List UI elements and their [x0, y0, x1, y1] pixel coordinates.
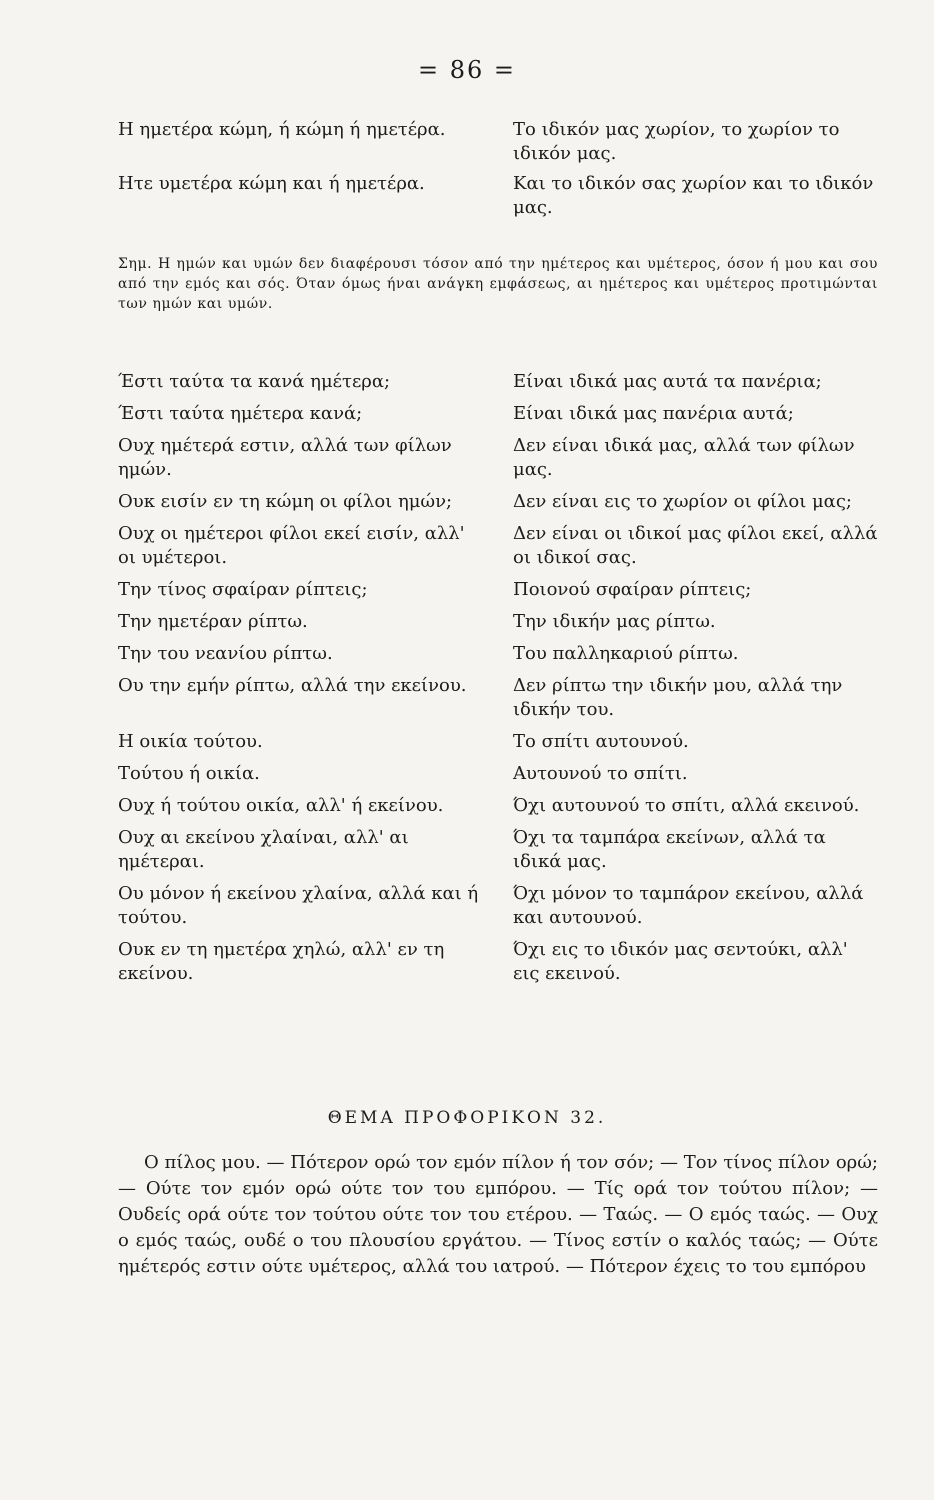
- greek-text: Ουχ οι ημέτεροι φίλοι εκεί εισίν, αλλ' οι υμέτεροι.: [118, 523, 465, 568]
- greek-text: Ουχ ημέτερά εστιν, αλλά των φίλων ημών.: [118, 435, 452, 480]
- greek-text: Ουκ εν τη ημετέρα χηλώ, αλλ' εν τη εκείνου.: [118, 939, 445, 984]
- list-item: [118, 826, 878, 874]
- list-item: [118, 762, 878, 786]
- greek-text: Την ημετέραν ρίπτω.: [118, 611, 308, 632]
- greek-text: Την τίνος σφαίραν ρίπτεις;: [118, 579, 368, 600]
- modern-text: Και το ιδικόν σας χωρίον και το ιδικόν μας.: [513, 173, 874, 218]
- modern-text: Την ιδικήν μας ρίπτω.: [513, 611, 716, 632]
- page-number: = 86 =: [417, 56, 516, 84]
- list-item: [118, 370, 878, 394]
- modern-text: Ποιονού σφαίραν ρίπτεις;: [513, 579, 752, 600]
- grammar-note: Σημ. Η ημών και υμών δεν διαφέρουσι τόσον από την ημέτερος και υμέτερος, όσον ή μου και σου από την εμός και σός. Όταν όμως ήναι ανάγκη εμφάσεως, αι ημέτερος και υμέτερος προτιμώνται των ημών και υμών.: [118, 256, 878, 312]
- greek-text: Ου μόνον ή εκείνου χλαίνα, αλλά και ή τούτου.: [118, 883, 479, 928]
- greek-text: Την του νεανίου ρίπτω.: [118, 643, 333, 664]
- modern-text: Του παλληκαριού ρίπτω.: [513, 643, 739, 664]
- modern-text: Όχι μόνον το ταμπάρον εκείνου, αλλά και αυτουνού.: [513, 883, 864, 928]
- modern-text: Είναι ιδικά μας πανέρια αυτά;: [513, 403, 794, 424]
- greek-text: Ουχ ή τούτου οικία, αλλ' ή εκείνου.: [118, 795, 444, 816]
- list-item: [118, 578, 878, 602]
- modern-text: Όχι αυτουνού το σπίτι, αλλά εκεινού.: [513, 795, 860, 816]
- modern-text: Δεν ρίπτω την ιδικήν μου, αλλά την ιδικήν του.: [513, 675, 843, 720]
- modern-text: Το ιδικόν μας χωρίον, το χωρίον το ιδικόν μας.: [513, 119, 840, 164]
- list-item: [118, 434, 878, 482]
- greek-text: Ουκ εισίν εν τη κώμη οι φίλοι ημών;: [118, 491, 453, 512]
- list-item: [118, 172, 878, 220]
- modern-text: Δεν είναι εις το χωρίον οι φίλοι μας;: [513, 491, 852, 512]
- top-pairs: [118, 118, 878, 226]
- greek-text: Η ημετέρα κώμη, ή κώμη ή ημετέρα.: [118, 119, 446, 140]
- translation-pairs: [118, 370, 878, 994]
- greek-text: Η οικία τούτου.: [118, 731, 263, 752]
- greek-text: Ου την εμήν ρίπτω, αλλά την εκείνου.: [118, 675, 467, 696]
- list-item: [118, 794, 878, 818]
- greek-text: Έστι ταύτα τα κανά ημέτερα;: [118, 371, 391, 392]
- greek-text: Τούτου ή οικία.: [118, 763, 260, 784]
- modern-text: Αυτουνού το σπίτι.: [513, 763, 688, 784]
- list-item: [118, 882, 878, 930]
- modern-text: Δεν είναι ιδικά μας, αλλά των φίλων μας.: [513, 435, 855, 480]
- list-item: [118, 938, 878, 986]
- exercise-paragraph: Ο πίλος μου. — Πότερον ορώ τον εμόν πίλον ή τον σόν; — Τον τίνος πίλον ορώ; — Ούτε τον εμόν ορώ ούτε τον του εμπόρου. — Τίς ορά τον τούτου πίλον; — Ουδείς ορά ούτε τον τούτου ούτε τον του ετέρου. — Ταώς. — Ο εμός ταώς. — Ουχ ο εμός ταώς, ουδέ ο του πλουσίου εργάτου. — Τίνος εστίν ο καλός ταώς; — Ούτε ημέτερός εστιν ούτε υμέτερος, αλλά του ιατρού. — Πότερον έχεις το του εμπόρου: [118, 1152, 878, 1277]
- modern-text: Όχι εις το ιδικόν μας σεντούκι, αλλ' εις εκεινού.: [513, 939, 848, 984]
- greek-text: Ουχ αι εκείνου χλαίναι, αλλ' αι ημέτεραι.: [118, 827, 409, 872]
- modern-text: Το σπίτι αυτουνού.: [513, 731, 689, 752]
- greek-text: Έστι ταύτα ημέτερα κανά;: [118, 403, 363, 424]
- list-item: [118, 118, 878, 166]
- list-item: [118, 402, 878, 426]
- modern-text: Δεν είναι οι ιδικοί μας φίλοι εκεί, αλλά οι ιδικοί σας.: [513, 523, 878, 568]
- modern-text: Όχι τα ταμπάρα εκείνων, αλλά τα ιδικά μας.: [513, 827, 826, 872]
- list-item: [118, 674, 878, 722]
- list-item: [118, 642, 878, 666]
- list-item: [118, 490, 878, 514]
- list-item: [118, 610, 878, 634]
- greek-text: Ητε υμετέρα κώμη και ή ημετέρα.: [118, 173, 425, 194]
- modern-text: Είναι ιδικά μας αυτά τα πανέρια;: [513, 371, 822, 392]
- section-heading: ΘΕΜΑ ΠΡΟΦΟΡΙΚΟΝ 32.: [327, 1108, 607, 1128]
- list-item: [118, 730, 878, 754]
- list-item: [118, 522, 878, 570]
